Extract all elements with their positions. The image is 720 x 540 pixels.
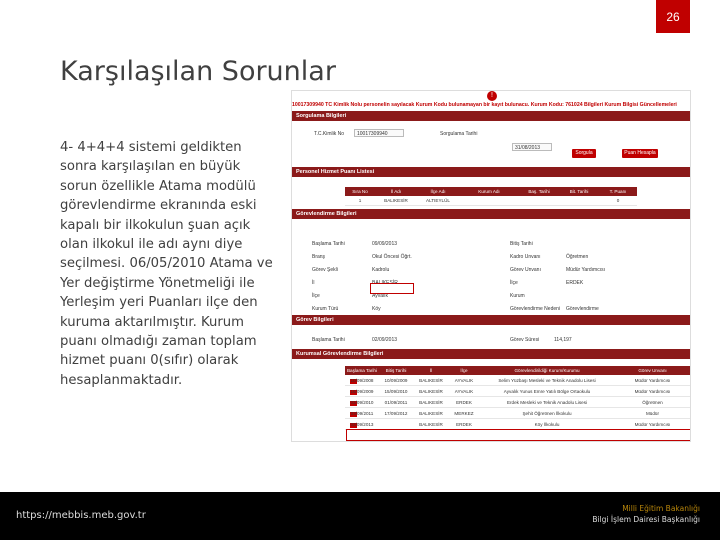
table-cell bbox=[559, 196, 599, 205]
section-history: Kurumsal Görevlendirme Bilgileri bbox=[292, 349, 690, 359]
slide-number: 26 bbox=[656, 0, 690, 33]
table-cell: BALIKESİR bbox=[419, 378, 443, 383]
history-table-header-cell: Başlama Tarihi bbox=[346, 368, 378, 373]
table-cell: 0 bbox=[616, 198, 620, 203]
duty-days-label: Görev Süresi bbox=[510, 337, 540, 343]
section-search: Sorgulama Bilgileri bbox=[292, 111, 690, 121]
section-assignee: Görevlendirme Bilgileri bbox=[292, 209, 690, 219]
field-label: Kurum bbox=[510, 293, 525, 299]
history-table-header-cell: Görev Unvanı bbox=[638, 368, 667, 373]
field-label: İlçe bbox=[312, 293, 320, 299]
section-person: Personel Hizmet Puanı Listesi bbox=[292, 167, 690, 177]
table-cell: Köy İlkokulu bbox=[534, 422, 560, 427]
table-cell: BALIKESİR bbox=[419, 389, 443, 394]
field-label: Kurum Türü bbox=[312, 306, 339, 312]
field-label: Görev Unvanı bbox=[510, 267, 541, 273]
date-label: Sorgulama Tarihi bbox=[440, 131, 478, 137]
table-cell: BALIKESİR bbox=[384, 198, 408, 203]
table-cell: AYVALIK bbox=[454, 389, 474, 394]
table-cell: ERDEK bbox=[456, 422, 472, 427]
table-cell: 17/09/2012 bbox=[384, 411, 408, 416]
table-cell: Müdür bbox=[645, 411, 660, 416]
table-cell: 10/09/2009 bbox=[384, 378, 408, 383]
table-cell bbox=[459, 196, 519, 205]
table-cell: Müdür Yardımcısı bbox=[634, 378, 671, 383]
field-value: ERDEK bbox=[566, 280, 584, 286]
date-input[interactable]: 31/08/2013 bbox=[512, 143, 552, 151]
history-table-header-cell: Görevlendirildiği Kurum/Kurumu bbox=[514, 368, 580, 373]
footer-org-line2: Bilgi İşlem Dairesi Başkanlığı bbox=[592, 515, 700, 524]
footer-org bbox=[592, 503, 700, 525]
table-cell: BALIKESİR bbox=[419, 411, 443, 416]
field-label: Görevlendirme Nedeni bbox=[510, 306, 561, 312]
table-cell: AYVALIK bbox=[454, 378, 474, 383]
field-label: Bitiş Tarihi bbox=[510, 241, 533, 247]
field-label: Branş bbox=[312, 254, 326, 260]
highlight-box bbox=[370, 283, 414, 294]
section-duty: Görev Bilgileri bbox=[292, 315, 690, 325]
table-cell: Şehit Öğretmen İlkokulu bbox=[522, 411, 572, 416]
table-cell: 16/09/2009 bbox=[350, 389, 374, 394]
person-table-header-cell: İl Adı bbox=[390, 189, 402, 194]
history-table-header-cell: İl bbox=[429, 368, 433, 373]
person-table-header-cell: İlçe Adı bbox=[430, 189, 446, 194]
person-table-header-cell: Sıra No bbox=[352, 189, 368, 194]
table-cell: BALIKESİR bbox=[419, 422, 443, 427]
table-cell: 15/09/2010 bbox=[384, 389, 408, 394]
table-cell: Müdür Yardımcısı bbox=[634, 389, 671, 394]
field-value: Kadrolu bbox=[372, 267, 390, 273]
table-cell: 03/09/2010 bbox=[350, 400, 374, 405]
embedded-screenshot bbox=[291, 90, 691, 442]
highlight-row bbox=[346, 429, 691, 441]
slide-body-text: 4- 4+4+4 sistemi geldikten sonra karşılaşılan en büyük sorun özellikle Atama modülü görevlendirme ekranında eski kapalı bir ilkokulun şuan açık olan ilkokul ile adı aynı diye seçilmesi. 06/05/2010 Atama ve Yer değiştirme Yönetmeliği ile Yerleşim yeri Puanları ilçe den kuruma aktarılmıştır. Kurum puanı olmadığı zaman toplam hizmet puanı 0(sıfır) olarak hesaplanmaktadır. bbox=[60, 140, 273, 388]
table-cell: 01/09/2011 bbox=[384, 400, 408, 405]
table-cell bbox=[379, 420, 413, 429]
table-cell: MERKEZ bbox=[454, 411, 474, 416]
slide-title: Karşılaşılan Sorunlar bbox=[60, 56, 336, 87]
field-label: Kadro Unvanı bbox=[510, 254, 541, 260]
footer-org-line1: Milli Eğitim Bakanlığı bbox=[622, 504, 700, 513]
table-cell: ERDEK bbox=[456, 400, 472, 405]
table-cell: 03/09/2011 bbox=[350, 411, 374, 416]
table-cell: Müdür Yardımcısı bbox=[634, 422, 671, 427]
table-cell: Erdek Mesleki ve Teknik Anadolu Lisesi bbox=[506, 400, 588, 405]
table-cell: ALTIEYLÜL bbox=[426, 198, 450, 203]
duty-start-value: 02/09/2013 bbox=[372, 337, 398, 343]
table-cell: 10/09/2008 bbox=[350, 378, 374, 383]
table-row[interactable] bbox=[345, 398, 690, 408]
tc-input[interactable]: 10017309940 bbox=[354, 129, 404, 137]
table-cell: Selim Yüzbaşı Mesleki ve Teknik Anadolu Lisesi bbox=[498, 378, 596, 383]
table-cell: 03/09/2013 bbox=[350, 422, 374, 427]
table-cell: 1 bbox=[358, 198, 362, 203]
footer-url: https://mebbis.meb.gov.tr bbox=[16, 510, 146, 521]
field-label: İl bbox=[312, 280, 315, 286]
duty-start-label: Başlama Tarihi bbox=[312, 337, 345, 343]
table-cell: Öğretmen bbox=[642, 400, 663, 405]
field-value: BALIKESİR bbox=[372, 280, 398, 286]
person-table-header-cell: Kurum Adı bbox=[478, 189, 500, 194]
calc-button[interactable]: Puan Hesapla bbox=[622, 149, 658, 158]
person-table-header-cell: Bit. Tarihi bbox=[569, 189, 589, 194]
history-table-header-cell: Bitiş Tarihi bbox=[385, 368, 407, 373]
duty-days-value: 114,197 bbox=[554, 337, 572, 343]
field-value: Görevlendirme bbox=[566, 306, 599, 312]
field-value: 09/09/2013 bbox=[372, 241, 398, 247]
table-cell bbox=[519, 196, 559, 205]
field-label: Başlama Tarihi bbox=[312, 241, 345, 247]
person-table-header bbox=[345, 187, 637, 196]
table-row[interactable] bbox=[345, 196, 637, 206]
table-cell: Ayvalık Yunus Emre Yatılı Bölge Ortaokulu bbox=[503, 389, 591, 394]
table-cell: BALIKESİR bbox=[419, 400, 443, 405]
field-label: Görev Şekli bbox=[312, 267, 338, 273]
history-table-header bbox=[345, 366, 690, 375]
warning-icon: ! bbox=[487, 91, 497, 101]
history-table-header-cell: İlçe bbox=[460, 368, 468, 373]
table-row[interactable] bbox=[345, 387, 690, 397]
query-button[interactable]: Sorgula bbox=[572, 149, 596, 158]
field-value: Okul Öncesi Öğrt. bbox=[372, 254, 412, 260]
field-value: Köy bbox=[372, 306, 381, 312]
error-message: 10017309940 TC Kimlik Nolu personelin sayılacak Kurum Kodu bulunamayan bir kayıt bulunacu. Kurum Kodu: 761024 Bilgileri Kurum Bilgisi Güncellemeleri bbox=[292, 102, 677, 108]
person-table-header-cell: T. Puanı bbox=[609, 189, 627, 194]
field-value: Öğretmen bbox=[566, 254, 589, 260]
field-value: Müdür Yardımcısı bbox=[566, 267, 605, 273]
table-row[interactable] bbox=[345, 376, 690, 386]
field-label: İlçe bbox=[510, 280, 518, 286]
tc-label: T.C.Kimlik No bbox=[314, 131, 345, 137]
person-table-header-cell: Baş. Tarihi bbox=[528, 189, 550, 194]
table-row[interactable] bbox=[345, 409, 690, 419]
field-value: Ayvalık bbox=[372, 293, 389, 299]
